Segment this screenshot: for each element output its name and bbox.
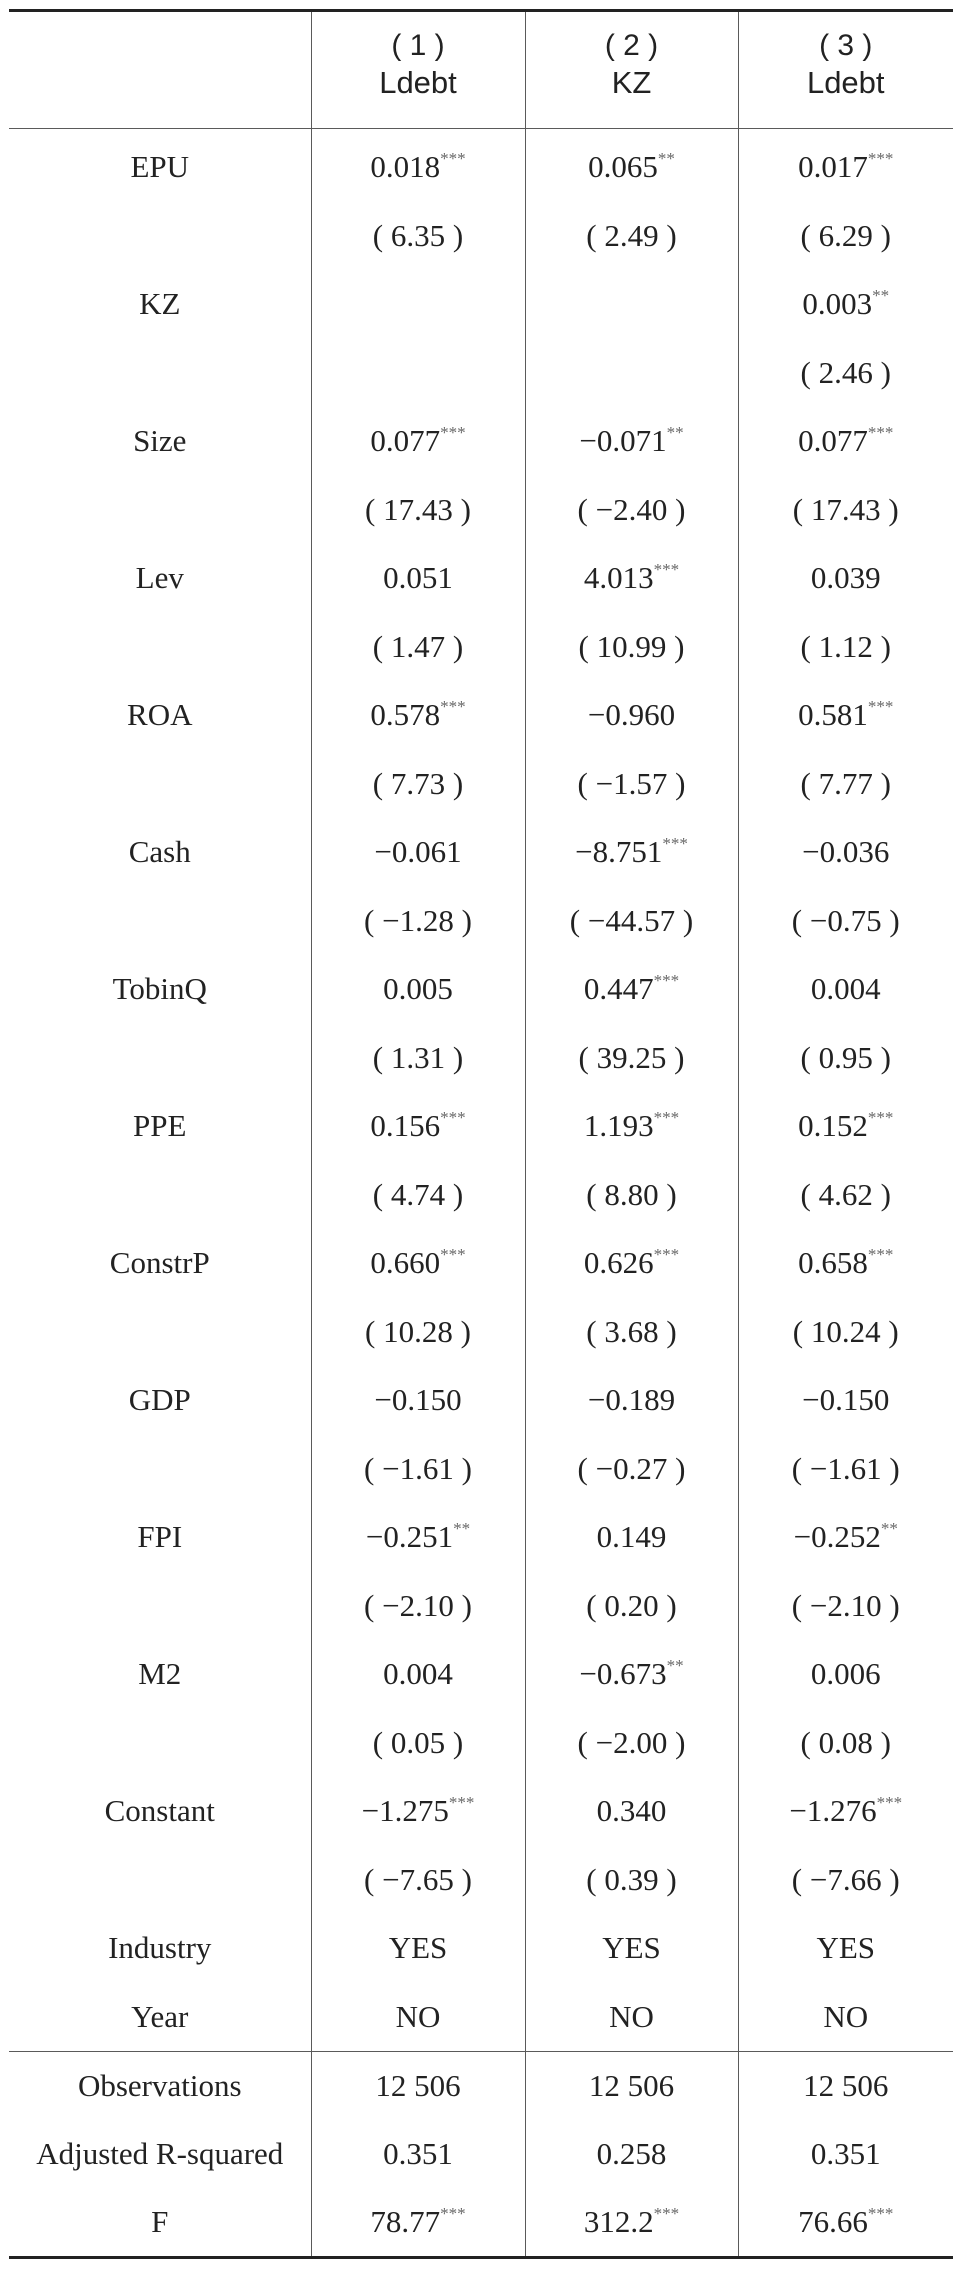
significance-stars: *** bbox=[440, 423, 466, 443]
coefficient-value: 0.004 bbox=[810, 971, 881, 1007]
coefficient-cell bbox=[525, 681, 738, 750]
statistic-row bbox=[9, 2188, 953, 2258]
significance-stars: *** bbox=[440, 1245, 466, 1265]
empty-label bbox=[9, 613, 311, 682]
coefficient-cell bbox=[738, 681, 953, 750]
t-statistic: ( 7.73 ) bbox=[311, 750, 525, 819]
coefficient-value: 0.258 bbox=[596, 2136, 667, 2171]
t-statistic: ( −0.27 ) bbox=[525, 1435, 738, 1504]
coefficient-value: 0.626 bbox=[583, 1245, 654, 1281]
coefficient-cell bbox=[525, 1229, 738, 1298]
t-statistic: ( −44.57 ) bbox=[525, 887, 738, 956]
coefficient-value: 0.156 bbox=[370, 1108, 441, 1144]
coefficient-cell bbox=[525, 270, 738, 339]
coefficient-value: −0.150 bbox=[374, 1382, 462, 1418]
statistic-value bbox=[525, 2052, 738, 2121]
significance-stars: *** bbox=[448, 1793, 475, 1813]
t-statistic: ( 4.74 ) bbox=[311, 1161, 525, 1230]
empty-label bbox=[9, 202, 311, 271]
table-row bbox=[9, 129, 953, 202]
fixed-effect-value: NO bbox=[311, 1983, 525, 2052]
coefficient-cell bbox=[738, 544, 953, 613]
empty-label bbox=[9, 887, 311, 956]
statistic-label: Observations bbox=[9, 2052, 311, 2121]
t-statistic: ( 6.29 ) bbox=[738, 202, 953, 271]
coefficient-value: 12 506 bbox=[375, 2068, 461, 2103]
coefficient-value: 0.018 bbox=[370, 149, 441, 185]
coefficient-value: 312.2 bbox=[583, 2204, 654, 2239]
significance-stars: ** bbox=[872, 286, 890, 306]
t-statistic: ( 3.68 ) bbox=[525, 1298, 738, 1367]
coefficient-cell bbox=[525, 1092, 738, 1161]
significance-stars: ** bbox=[666, 423, 684, 443]
t-statistic bbox=[311, 339, 525, 408]
t-statistic: ( 1.12 ) bbox=[738, 613, 953, 682]
empty-label bbox=[9, 1435, 311, 1504]
significance-stars: *** bbox=[653, 560, 680, 580]
significance-stars: *** bbox=[867, 2204, 894, 2223]
coefficient-value: −0.071 bbox=[579, 423, 667, 459]
significance-stars: *** bbox=[867, 1245, 894, 1265]
coefficient-cell bbox=[525, 1640, 738, 1709]
fixed-effect-value: NO bbox=[738, 1983, 953, 2052]
variable-label: Lev bbox=[135, 560, 184, 596]
table-header bbox=[9, 11, 953, 129]
empty-label bbox=[9, 750, 311, 819]
coefficient-cell bbox=[738, 955, 953, 1024]
t-statistic: ( 0.08 ) bbox=[738, 1709, 953, 1778]
coefficient-cell bbox=[525, 129, 738, 202]
table-row bbox=[9, 681, 953, 750]
coefficient-value: −0.150 bbox=[802, 1382, 890, 1418]
table-row-tstat bbox=[9, 1572, 953, 1641]
table-row bbox=[9, 818, 953, 887]
coefficient-cell bbox=[738, 129, 953, 202]
coefficient-value: −0.036 bbox=[802, 834, 890, 870]
column-number-2: ( 2 ) bbox=[525, 11, 738, 66]
significance-stars: ** bbox=[453, 1519, 471, 1539]
coefficient-cell bbox=[525, 1777, 738, 1846]
fixed-effect-value: YES bbox=[311, 1914, 525, 1983]
coefficient-value: 0.658 bbox=[798, 1245, 868, 1281]
coefficient-value: 0.006 bbox=[810, 1656, 881, 1692]
variable-label: PPE bbox=[133, 1108, 187, 1144]
coefficient-cell bbox=[738, 270, 953, 339]
statistic-label: F bbox=[151, 2204, 169, 2239]
empty-label bbox=[9, 1846, 311, 1915]
coefficients-body bbox=[9, 129, 953, 2052]
significance-stars: *** bbox=[867, 149, 894, 169]
t-statistic: ( 1.47 ) bbox=[311, 613, 525, 682]
statistics-body bbox=[9, 2052, 953, 2258]
coefficient-value: −0.673 bbox=[579, 1656, 667, 1692]
table-row-tstat bbox=[9, 202, 953, 271]
t-statistic: ( 7.77 ) bbox=[738, 750, 953, 819]
table-row-tstat bbox=[9, 1709, 953, 1778]
coefficient-cell bbox=[311, 270, 525, 339]
t-statistic: ( 0.95 ) bbox=[738, 1024, 953, 1093]
t-statistic: ( 17.43 ) bbox=[738, 476, 953, 545]
statistic-value bbox=[311, 2120, 525, 2188]
t-statistic: ( 2.49 ) bbox=[525, 202, 738, 271]
statistic-value bbox=[525, 2188, 738, 2258]
fixed-effect-label: Year bbox=[131, 1998, 189, 2034]
significance-stars: *** bbox=[876, 1793, 903, 1813]
t-statistic: ( −1.61 ) bbox=[311, 1435, 525, 1504]
coefficient-cell bbox=[311, 955, 525, 1024]
table-row bbox=[9, 270, 953, 339]
coefficient-value: 12 506 bbox=[803, 2068, 889, 2103]
empty-label bbox=[9, 339, 311, 408]
statistic-value bbox=[311, 2052, 525, 2121]
t-statistic: ( −2.00 ) bbox=[525, 1709, 738, 1778]
column-number-1: ( 1 ) bbox=[311, 11, 525, 66]
header-corner-lower bbox=[9, 65, 311, 129]
coefficient-value: −0.960 bbox=[587, 697, 676, 733]
significance-stars: *** bbox=[440, 697, 466, 717]
coefficient-value: −8.751 bbox=[575, 834, 663, 870]
variable-label: GDP bbox=[128, 1382, 191, 1418]
column-number-3: ( 3 ) bbox=[738, 11, 953, 66]
statistic-row bbox=[9, 2120, 953, 2188]
coefficient-cell bbox=[738, 818, 953, 887]
statistic-value bbox=[738, 2052, 953, 2121]
coefficient-cell bbox=[525, 1366, 738, 1435]
table-row-tstat bbox=[9, 1024, 953, 1093]
t-statistic: ( −2.10 ) bbox=[738, 1572, 953, 1641]
statistic-value bbox=[738, 2188, 953, 2258]
t-statistic: ( 2.46 ) bbox=[738, 339, 953, 408]
significance-stars: *** bbox=[440, 149, 466, 169]
coefficient-value: 78.77 bbox=[370, 2204, 441, 2239]
significance-stars: *** bbox=[867, 697, 894, 717]
t-statistic: ( 10.28 ) bbox=[311, 1298, 525, 1367]
t-statistic: ( −1.28 ) bbox=[311, 887, 525, 956]
statistic-label: Adjusted R-squared bbox=[36, 2136, 284, 2171]
fixed-effect-value: YES bbox=[738, 1914, 953, 1983]
column-name-1: Ldebt bbox=[311, 65, 525, 129]
table-row-tstat bbox=[9, 1298, 953, 1367]
coefficient-cell bbox=[311, 1640, 525, 1709]
t-statistic bbox=[525, 339, 738, 408]
t-statistic: ( 1.31 ) bbox=[311, 1024, 525, 1093]
coefficient-value: 0.039 bbox=[810, 560, 881, 596]
significance-stars: *** bbox=[440, 2204, 466, 2223]
variable-label: EPU bbox=[130, 149, 190, 185]
table-row-tstat bbox=[9, 1846, 953, 1915]
coefficient-value: 0.077 bbox=[798, 423, 868, 459]
coefficient-value: −0.252 bbox=[793, 1519, 881, 1555]
coefficient-value: 0.152 bbox=[798, 1108, 868, 1144]
table-row bbox=[9, 1092, 953, 1161]
variable-label: FPI bbox=[137, 1519, 183, 1555]
coefficient-cell bbox=[525, 818, 738, 887]
coefficient-value: 0.578 bbox=[370, 697, 441, 733]
regression-table bbox=[9, 9, 953, 2259]
coefficient-value: 0.017 bbox=[798, 149, 868, 185]
coefficient-value: 0.003 bbox=[802, 286, 873, 322]
coefficient-cell bbox=[311, 407, 525, 476]
fixed-effect-row bbox=[9, 1983, 953, 2052]
coefficient-cell bbox=[311, 129, 525, 202]
statistic-value bbox=[525, 2120, 738, 2188]
variable-label: ConstrP bbox=[109, 1245, 210, 1281]
coefficient-value: −0.251 bbox=[365, 1519, 454, 1555]
table-row bbox=[9, 1229, 953, 1298]
table-row-tstat bbox=[9, 1435, 953, 1504]
variable-label: Cash bbox=[128, 834, 191, 870]
coefficient-cell bbox=[311, 818, 525, 887]
coefficient-cell bbox=[738, 1503, 953, 1572]
coefficient-cell bbox=[311, 1777, 525, 1846]
column-name-3: Ldebt bbox=[738, 65, 953, 129]
t-statistic: ( −1.61 ) bbox=[738, 1435, 953, 1504]
table-row bbox=[9, 1777, 953, 1846]
coefficient-cell bbox=[738, 1229, 953, 1298]
table-row-tstat bbox=[9, 339, 953, 408]
fixed-effect-row bbox=[9, 1914, 953, 1983]
coefficient-value: 4.013 bbox=[583, 560, 654, 596]
coefficient-value: 0.051 bbox=[383, 560, 453, 596]
t-statistic: ( 8.80 ) bbox=[525, 1161, 738, 1230]
coefficient-cell bbox=[311, 1503, 525, 1572]
coefficient-value: 0.340 bbox=[596, 1793, 667, 1829]
significance-stars: *** bbox=[662, 834, 688, 854]
t-statistic: ( 0.05 ) bbox=[311, 1709, 525, 1778]
header-corner bbox=[9, 11, 311, 66]
coefficient-value: 1.193 bbox=[583, 1108, 654, 1144]
significance-stars: ** bbox=[666, 1656, 684, 1676]
coefficient-value: 0.077 bbox=[370, 423, 441, 459]
variable-label: ROA bbox=[127, 697, 193, 733]
fixed-effect-value: NO bbox=[525, 1983, 738, 2052]
column-name-2: KZ bbox=[525, 65, 738, 129]
significance-stars: *** bbox=[653, 1245, 680, 1265]
statistic-value bbox=[738, 2120, 953, 2188]
coefficient-cell bbox=[525, 407, 738, 476]
coefficient-cell bbox=[738, 407, 953, 476]
coefficient-value: 0.004 bbox=[383, 1656, 453, 1692]
variable-label: Constant bbox=[104, 1793, 215, 1829]
significance-stars: ** bbox=[880, 1519, 898, 1539]
coefficient-cell bbox=[525, 544, 738, 613]
fixed-effect-label: Industry bbox=[108, 1930, 212, 1966]
t-statistic: ( −7.66 ) bbox=[738, 1846, 953, 1915]
coefficient-cell bbox=[525, 1503, 738, 1572]
coefficient-cell bbox=[311, 544, 525, 613]
table-row bbox=[9, 544, 953, 613]
t-statistic: ( −1.57 ) bbox=[525, 750, 738, 819]
regression-table-container bbox=[9, 9, 953, 2259]
t-statistic: ( −0.75 ) bbox=[738, 887, 953, 956]
table-row bbox=[9, 1366, 953, 1435]
coefficient-cell bbox=[738, 1777, 953, 1846]
variable-label: TobinQ bbox=[112, 971, 207, 1007]
t-statistic: ( −2.40 ) bbox=[525, 476, 738, 545]
significance-stars: *** bbox=[440, 1108, 466, 1128]
t-statistic: ( 0.39 ) bbox=[525, 1846, 738, 1915]
significance-stars: *** bbox=[653, 2204, 680, 2223]
table-row-tstat bbox=[9, 476, 953, 545]
coefficient-cell bbox=[738, 1640, 953, 1709]
coefficient-value: 0.447 bbox=[583, 971, 654, 1007]
coefficient-cell bbox=[311, 1229, 525, 1298]
coefficient-value: 0.351 bbox=[383, 2136, 453, 2171]
t-statistic: ( 4.62 ) bbox=[738, 1161, 953, 1230]
table-row bbox=[9, 407, 953, 476]
coefficient-cell bbox=[738, 1092, 953, 1161]
coefficient-value: 0.581 bbox=[798, 697, 868, 733]
table-row-tstat bbox=[9, 1161, 953, 1230]
empty-label bbox=[9, 1298, 311, 1367]
fixed-effect-value: YES bbox=[525, 1914, 738, 1983]
significance-stars: ** bbox=[657, 149, 675, 169]
coefficient-value: −1.275 bbox=[361, 1793, 449, 1829]
significance-stars: *** bbox=[867, 423, 894, 443]
empty-label bbox=[9, 1709, 311, 1778]
coefficient-cell bbox=[311, 681, 525, 750]
coefficient-cell bbox=[311, 1366, 525, 1435]
significance-stars: *** bbox=[867, 1108, 894, 1128]
empty-label bbox=[9, 1024, 311, 1093]
empty-label bbox=[9, 1572, 311, 1641]
variable-label: KZ bbox=[139, 286, 181, 322]
t-statistic: ( 10.24 ) bbox=[738, 1298, 953, 1367]
t-statistic: ( 39.25 ) bbox=[525, 1024, 738, 1093]
t-statistic: ( 6.35 ) bbox=[311, 202, 525, 271]
coefficient-cell bbox=[738, 1366, 953, 1435]
coefficient-value: −1.276 bbox=[789, 1793, 877, 1829]
coefficient-value: 76.66 bbox=[798, 2204, 868, 2239]
t-statistic: ( 17.43 ) bbox=[311, 476, 525, 545]
variable-label: M2 bbox=[138, 1656, 182, 1692]
coefficient-value: 0.351 bbox=[810, 2136, 881, 2171]
significance-stars: *** bbox=[653, 1108, 680, 1128]
coefficient-value: 12 506 bbox=[588, 2068, 675, 2103]
empty-label bbox=[9, 1161, 311, 1230]
t-statistic: ( −7.65 ) bbox=[311, 1846, 525, 1915]
t-statistic: ( 0.20 ) bbox=[525, 1572, 738, 1641]
table-row bbox=[9, 955, 953, 1024]
coefficient-value: 0.005 bbox=[383, 971, 453, 1007]
table-row-tstat bbox=[9, 887, 953, 956]
coefficient-value: −0.189 bbox=[587, 1382, 676, 1418]
statistic-row bbox=[9, 2052, 953, 2121]
empty-label bbox=[9, 476, 311, 545]
significance-stars: *** bbox=[653, 971, 680, 991]
coefficient-cell bbox=[311, 1092, 525, 1161]
table-row-tstat bbox=[9, 613, 953, 682]
t-statistic: ( −2.10 ) bbox=[311, 1572, 525, 1641]
statistic-value bbox=[311, 2188, 525, 2258]
variable-label: Size bbox=[133, 423, 187, 459]
table-row bbox=[9, 1503, 953, 1572]
t-statistic: ( 10.99 ) bbox=[525, 613, 738, 682]
coefficient-value: 0.149 bbox=[596, 1519, 667, 1555]
coefficient-value: 0.065 bbox=[588, 149, 658, 185]
coefficient-value: −0.061 bbox=[374, 834, 462, 870]
table-row-tstat bbox=[9, 750, 953, 819]
table-row bbox=[9, 1640, 953, 1709]
coefficient-value: 0.660 bbox=[370, 1245, 441, 1281]
coefficient-cell bbox=[525, 955, 738, 1024]
